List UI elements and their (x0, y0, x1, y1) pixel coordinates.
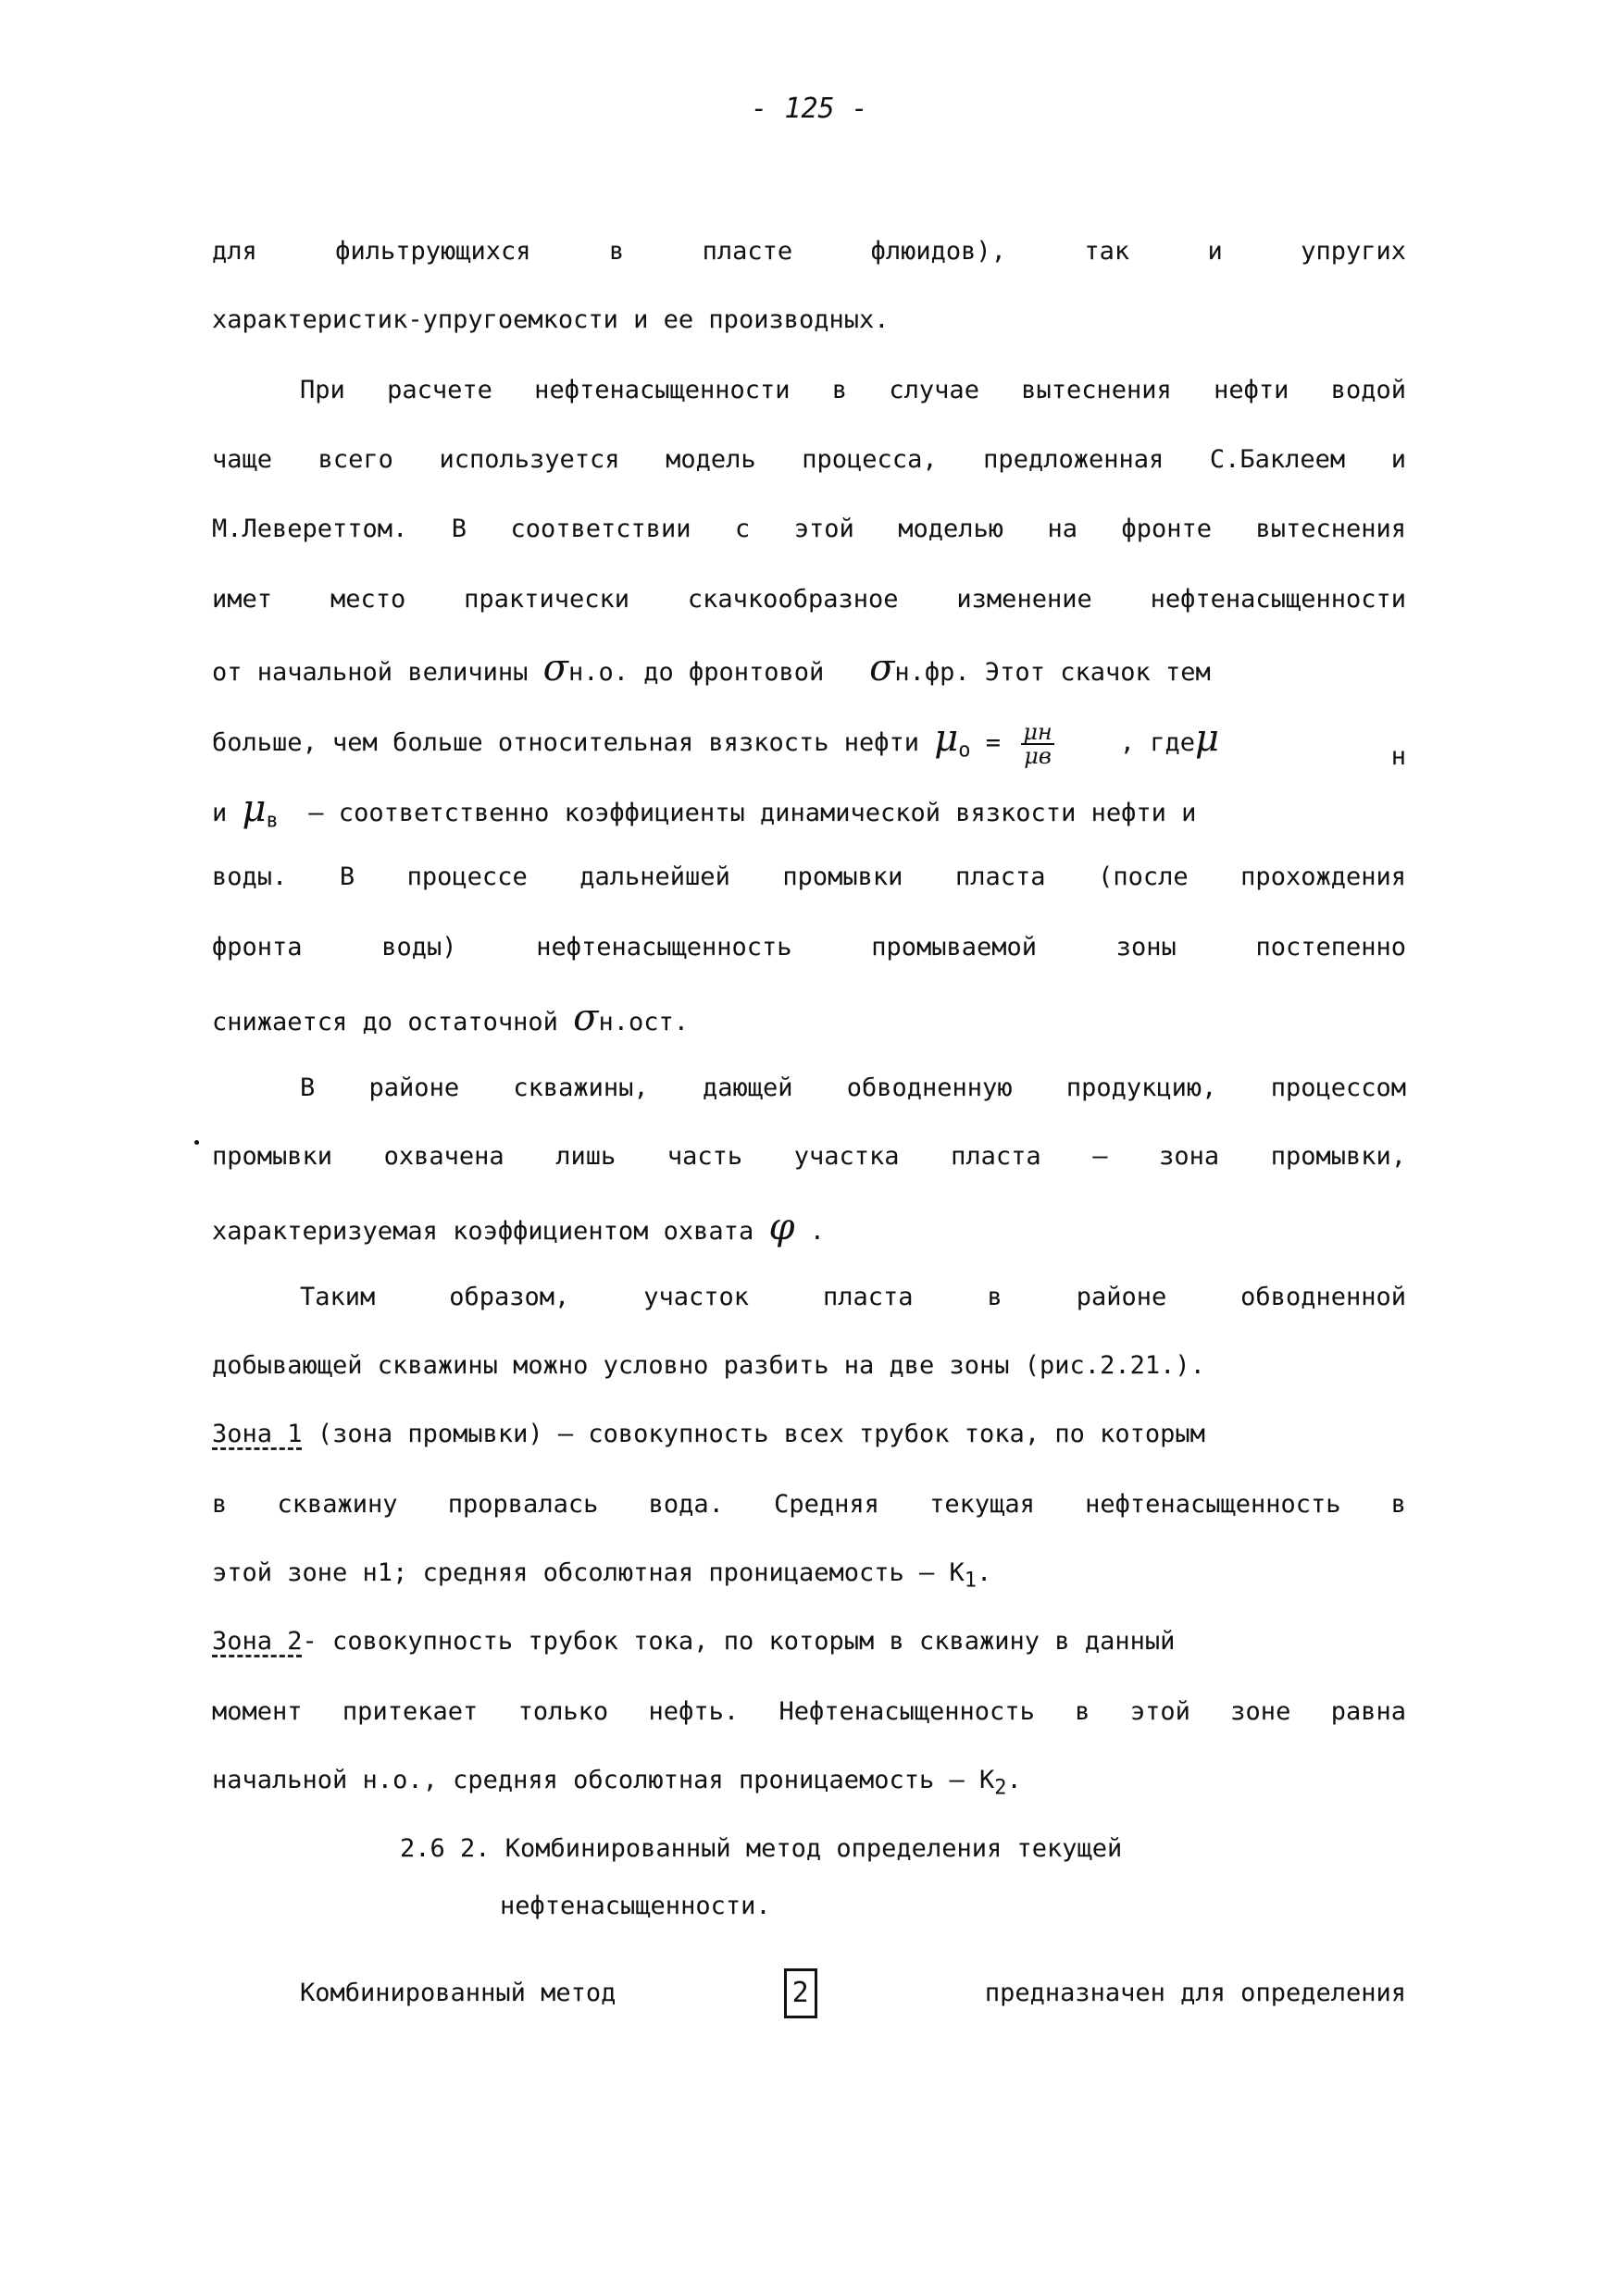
text-line: воды. В процессе дальнейшей промывки пласта (после прохождения (212, 863, 1406, 891)
text-line-k1 (212, 1555, 1406, 1592)
text-fragment: характеризуемая коэффициентом охвата (212, 1217, 754, 1246)
phi-symbol: φ (768, 1206, 795, 1248)
text-fragment: . (1006, 1766, 1022, 1794)
text-line: характеристик-упругоемкости и ее производных. (212, 305, 890, 334)
text-line: чаще всего используется модель процесса, предложенная С.Баклеем и (212, 445, 1406, 474)
mu-symbol: μ (1195, 717, 1220, 760)
text-line-zone1 (212, 1416, 1406, 1453)
fraction-numerator: μн (1023, 718, 1052, 745)
text-line: добывающей скважины можно условно разбить на две зоны (рис.2.21.). (212, 1351, 1205, 1380)
text-fragment: . (977, 1558, 992, 1587)
fraction-denominator: μв (1024, 742, 1052, 769)
text-fragment: н.ост. (598, 1008, 689, 1036)
text-line-zone2 (212, 1623, 1406, 1660)
reference-bracket: 2 (784, 1968, 817, 2018)
text-line: промывки охвачена лишь часть участка пласта – зона промывки, (212, 1142, 1406, 1171)
text-line: имет место практически скачкообразное изменение нефтенасыщенности (212, 585, 1406, 614)
page-number: - 125 - (751, 93, 868, 125)
zone-2-label: Зона 2 (212, 1627, 303, 1656)
text-fragment: этой зоне н1; средняя обсолютная проницаемость – К (212, 1558, 965, 1587)
text-line-ref (300, 1966, 1406, 2021)
sigma-symbol: σ (869, 647, 895, 689)
text-fragment: - совокупность трубок тока, по которым в скважину в данный (302, 1627, 1176, 1656)
text-line: в скважину прорвалась вода. Средняя текущая нефтенасыщенность в (212, 1490, 1406, 1519)
text-line-sigma (212, 647, 1406, 689)
text-line-mu (212, 788, 1406, 833)
text-line-formula (212, 717, 1406, 776)
subscript: о (958, 738, 971, 763)
text-fragment: снижается до остаточной (212, 1008, 558, 1036)
text-line-k2 (212, 1762, 1406, 1799)
subscript: 1 (964, 1569, 978, 1593)
text-line: момент притекает только нефть. Нефтенасыщенность в этой зоне равна (212, 1697, 1406, 1726)
text-fragment: начальной н.о., средняя обсолютная проницаемость – К (212, 1766, 995, 1794)
text-fragment: и (212, 799, 228, 827)
text-fragment: предназначен для определения (984, 1979, 1406, 2007)
text-line-phi (212, 1206, 1406, 1248)
text-fragment: (зона промывки) – совокупность всех трубок тока, по которым (317, 1420, 1205, 1448)
text-line-sigma (212, 997, 1406, 1039)
zone-1-label: Зона 1 (212, 1420, 303, 1448)
subscript: 2 (994, 1776, 1007, 1800)
text-fragment: н.о. до фронтовой (567, 658, 825, 687)
sigma-symbol: σ (573, 997, 599, 1039)
text-line: Таким образом, участок пласта в районе обводненной (300, 1283, 1406, 1311)
text-fragment: – соответственно коэффициенты динамической вязкости нефти и (308, 799, 1197, 827)
equals-sign: = (985, 728, 1002, 757)
sigma-symbol: σ (542, 647, 568, 689)
text-line: В районе скважины, дающей обводненную продукцию, процессом (300, 1074, 1406, 1102)
subscript: н (1390, 742, 1406, 771)
viscosity-fraction (1021, 718, 1053, 769)
text-line: При расчете нефтенасыщенности в случае вытеснения нефти водой (300, 376, 1406, 404)
section-heading-continuation: нефтенасыщенности. (500, 1892, 771, 1920)
text-fragment: Комбинированный метод (300, 1979, 616, 2007)
mu-symbol: μ (242, 788, 267, 830)
margin-mark (194, 1140, 199, 1145)
text-fragment: н.фр. Этот скачок тем (894, 658, 1211, 687)
mu-symbol: μ (934, 717, 959, 760)
text-fragment: больше, чем больше относительная вязкость нефти (212, 728, 920, 757)
subscript: в (266, 809, 279, 833)
text-line: М.Левереттом. В соответствии с этой моделью на фронте вытеснения (212, 515, 1406, 543)
text-fragment: . (809, 1217, 826, 1246)
text-line: фронта воды) нефтенасыщенность промываемой зоны постепенно (212, 933, 1406, 962)
text-fragment: от начальной величины (212, 658, 529, 687)
text-fragment: , где (1119, 728, 1196, 757)
section-heading: 2.6 2. Комбинированный метод определения текущей (400, 1834, 1123, 1863)
text-line: для фильтрующихся в пласте флюидов), так и упругих (212, 237, 1406, 266)
